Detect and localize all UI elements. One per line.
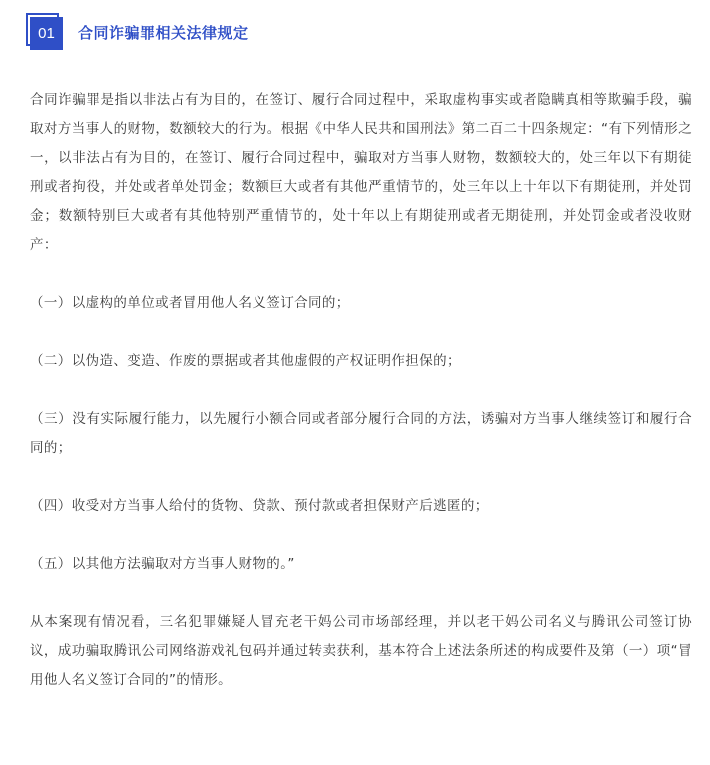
section-header [26, 12, 249, 52]
clause-item-3: （三）没有实际履行能力，以先履行小额合同或者部分履行合同的方法，诱骗对方当事人继续签订和履行合同的； [30, 411, 692, 456]
clause-item-2: （二）以伪造、变造、作废的票据或者其他虚假的产权证明作担保的； [30, 353, 461, 369]
conclusion-paragraph: 从本案现有情况看，三名犯罪嫌疑人冒充老干妈公司市场部经理，并以老干妈公司名义与腾讯公司签订协议，成功骗取腾讯公司网络游戏礼包码并通过转卖获利，基本符合上述法条所述的构成要件及第（一）项“冒用他人名义签订合同的”的情形。 [30, 614, 692, 688]
section-title: 合同诈骗罪相关法律规定 [78, 23, 249, 42]
clause-item-4: （四）收受对方当事人给付的货物、贷款、预付款或者担保财产后逃匿的； [30, 498, 489, 514]
section-number: 01 [30, 17, 63, 50]
intro-paragraph: 合同诈骗罪是指以非法占有为目的，在签订、履行合同过程中，采取虚构事实或者隐瞒真相等欺骗手段，骗取对方当事人的财物，数额较大的行为。根据《中华人民共和国刑法》第二百二十四条规定：“有下列情形之一，以非法占有为目的，在签订、履行合同过程中，骗取对方当事人财物，数额较大的，处三年以下有期徒刑或者拘役，并处或者单处罚金；数额巨大或者有其他严重情节的，处三年以上十年以下有期徒刑，并处罚金；数额特别巨大或者有其他特别严重情节的，处十年以上有期徒刑或者无期徒刑，并处罚金或者没收财产： [30, 92, 692, 253]
article-body [30, 86, 692, 695]
section-number-badge [26, 13, 64, 51]
clause-item-1: （一）以虚构的单位或者冒用他人名义签订合同的； [30, 295, 350, 311]
clause-item-5: （五）以其他方法骗取对方当事人财物的。” [30, 556, 295, 572]
